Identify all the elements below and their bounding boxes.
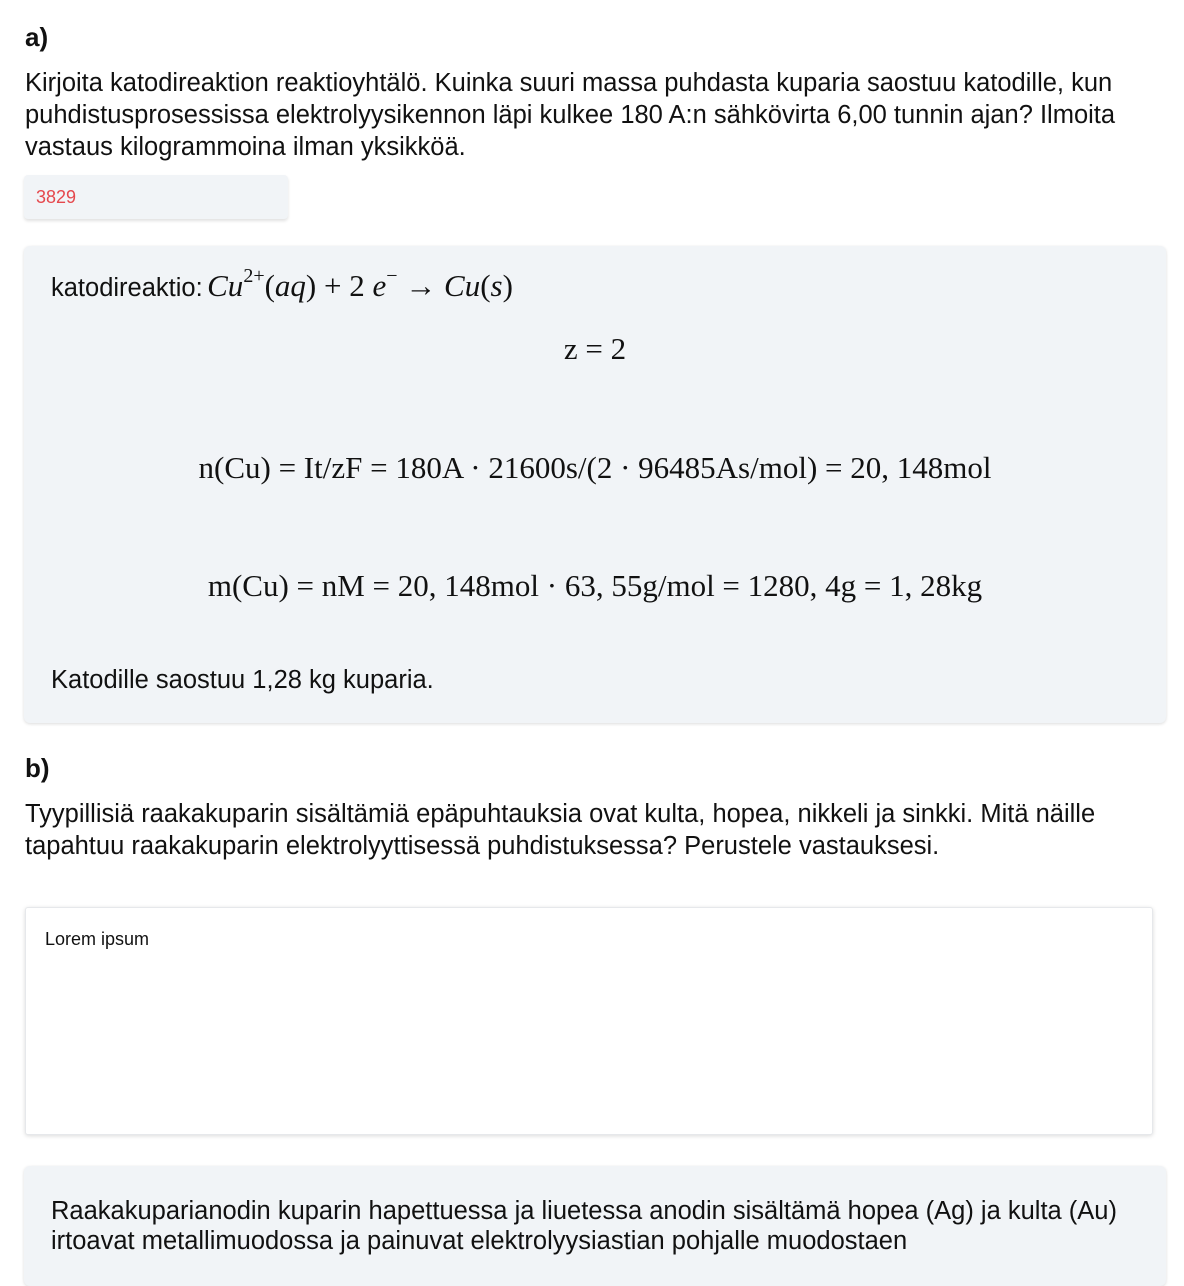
part-b-answer-value: Lorem ipsum <box>45 929 150 949</box>
reaction-line <box>51 265 513 304</box>
part-b-answer-textarea[interactable] <box>25 907 1153 1135</box>
mass-equation: m(Cu) = nM = 20, 148mol · 63, 55g/mol = 1280, 4g = 1, 28kg <box>207 568 983 603</box>
reaction-label: katodireaktio: <box>51 274 203 302</box>
part-b-label: b) <box>25 753 50 783</box>
part-a-question: Kirjoita katodireaktion reaktioyhtälö. Kuinka suuri massa puhdasta kuparia saostuu katodille, kun puhdistusprosessissa elektrolyysikennon läpi kulkee 180 A:n sähkövirta 6,00 tunnin ajan? Ilmoita vastaus kilogrammoina ilman yksikköä. <box>25 69 1116 161</box>
moles-equation: n(Cu) = It/zF = 180A · 21600s/(2 · 96485As/mol) = 20, 148mol <box>198 450 992 485</box>
part-b-solution <box>24 1166 1166 1286</box>
reaction-equation: $Cu^{2+}(aq) + 2$ e− → Cu(s) <box>207 265 513 303</box>
part-b-solution-text: Raakakuparianodin kuparin hapettuessa ja liuetessa anodin sisältämä hopea (Ag) ja kulta (Au) irtoavat metallimuodossa ja painuvat elektrolyysiastian pohjalle muodostaen <box>51 1197 1117 1255</box>
conclusion-text: Katodille saostuu 1,28 kg kuparia. <box>51 666 434 694</box>
z-equation: z = 2 <box>563 331 627 366</box>
part-a-label: a) <box>25 22 49 52</box>
part-a-solution <box>24 246 1166 723</box>
part-a-answer-value: 3829 <box>36 187 77 207</box>
part-a-answer-field[interactable] <box>24 175 288 219</box>
part-b-question: Tyypillisiä raakakuparin sisältämiä epäpuhtauksia ovat kulta, hopea, nikkeli ja sinkki. Mitä näille tapahtuu raakakuparin elektrolyyttisessä puhdistuksessa? Perustele vastauksesi. <box>25 800 1096 860</box>
